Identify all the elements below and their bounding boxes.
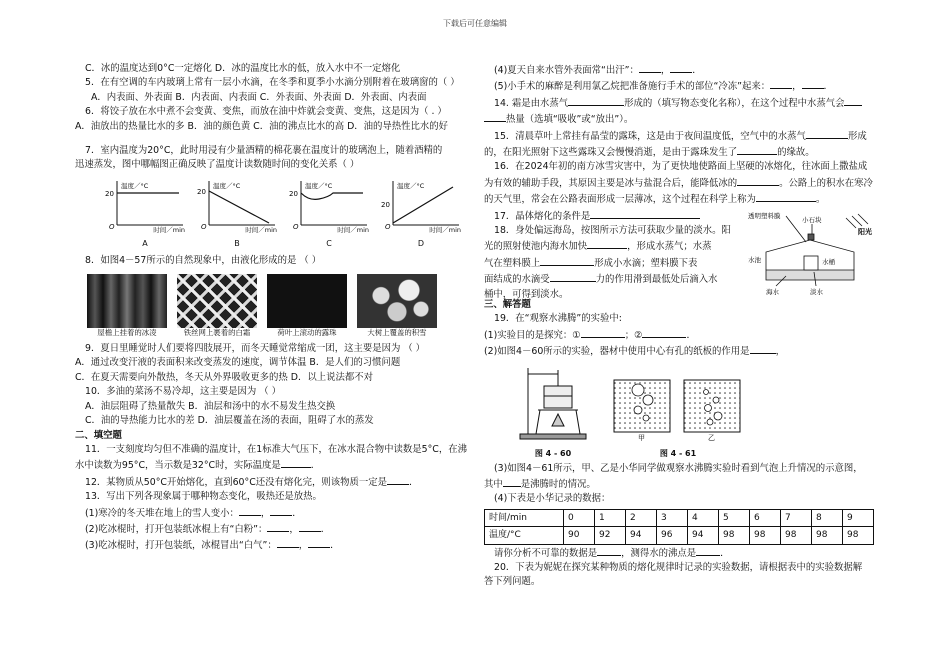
q10-stem: 10．多油的菜汤不易冷却，这主要是因为 （ ） <box>85 386 282 398</box>
q11-line-2: 水中读数为95°C，当示数是32°C时，实际温度是 ． <box>75 457 470 473</box>
boiling-data-table <box>484 509 874 545</box>
q19-3-blank[interactable] <box>503 476 521 487</box>
table-cell: 7 <box>781 509 812 526</box>
q9-option-a: A．通过改变汗液的表面积来改变蒸发的速度，调节体温 B．是人们的习惯问题 <box>75 357 401 369</box>
chart-origin: O <box>385 222 391 229</box>
table-cell: 3 <box>657 509 688 526</box>
q19-5: 请你分析不可靠的数据是 ，测得水的沸点是 ． <box>484 545 884 561</box>
q13-4: (4)夏天自来水管外表面常“出汗”： ， ． <box>484 62 884 78</box>
table-cell: 0 <box>564 509 595 526</box>
chart-x-label: 时间／min <box>153 225 185 234</box>
q19-2-blank[interactable] <box>750 343 776 354</box>
chart-label-c: C <box>326 239 332 249</box>
q7-stem-2: 迅速蒸发，图中哪幅图正确反映了温度计读数随时间的变化关系（ ） <box>75 159 360 171</box>
table-row <box>485 509 874 526</box>
chart-y-label: 温度／°C <box>305 181 333 190</box>
table-cell: 96 <box>657 527 688 544</box>
table-cell: 98 <box>812 527 843 544</box>
q10-options-ab: A．油层阻碍了热量散失 B．油层和汤中的水不易发生热交换 <box>85 400 336 412</box>
q18-line-4: 面结成的水滴受 力的作用滑到最低处后滴入水 <box>484 271 746 287</box>
q16-line-1: 16．在2024年初的南方冰雪灾害中，为了更快地使路面上坚硬的冰熔化，往冰面上撒盐成 <box>494 161 868 173</box>
q9-option-c: C．在夏天需要向外散热，冬天从外界吸收更多的热 D．以上说法都不对 <box>75 371 373 383</box>
q13-4-blank-a[interactable] <box>639 62 661 73</box>
right-column <box>484 62 884 590</box>
q12-blank[interactable] <box>387 474 409 485</box>
q14-line-2: 热量（选填“吸收”或“放出”）。 <box>484 111 884 127</box>
table-cell: 98 <box>781 527 812 544</box>
table-cell: 94 <box>626 527 657 544</box>
chart-tick-20: 20 <box>289 189 298 198</box>
table-head-temp: 温度/°C <box>485 527 564 544</box>
q19-5-blank-b[interactable] <box>696 545 720 556</box>
q8-stem: 8．如图4－57所示的自然现象中，由液化形成的是 （ ） <box>85 254 322 266</box>
table-cell: 6 <box>750 509 781 526</box>
q19-4: (4)下表是小华记录的数据： <box>494 493 611 505</box>
q14-line-1: 14. 霜是由水蒸气 形成的（填写物态变化名称），在这个过程中水蒸气会 <box>484 95 884 111</box>
table-cell: 5 <box>719 509 750 526</box>
table-cell: 8 <box>812 509 843 526</box>
q18-line-1: 18．身处偏远海岛，按图所示方法可获取少量的淡水。阳 <box>494 225 731 237</box>
dew-leaf-image <box>267 274 347 328</box>
q16-blank-2[interactable] <box>756 191 816 202</box>
label-sun: 阳光 <box>858 228 872 237</box>
q19-5-blank-a[interactable] <box>597 545 621 556</box>
page-header: 下载后可任意编辑 <box>443 19 507 28</box>
fig-4-60-caption: 图 4 - 60 <box>534 449 572 459</box>
label-sea: 海水 <box>766 288 779 297</box>
label-pool: 水池 <box>748 256 761 265</box>
chart-y-label: 温度／°C <box>121 181 149 190</box>
section-3-title: 三、解答题 <box>484 299 531 311</box>
label-fresh: 淡水 <box>810 288 823 297</box>
q8-caption-1: 屋檐上挂着的冰凌 <box>97 328 157 338</box>
q13-3-blank-a[interactable] <box>277 537 299 548</box>
table-row <box>485 527 874 544</box>
q5-options: A．内表面、外表面 B．内表面、内表面 C．外表面、外表面 D．外表面、内表面 <box>91 91 427 103</box>
chart-y-label: 温度／°C <box>213 181 241 190</box>
q15-blank-1[interactable] <box>806 128 848 139</box>
q9-stem: 9．夏日里睡觉时人们要将四肢展开，而冬天睡觉常缩成一团，这主要是因为 （ ） <box>85 343 426 355</box>
chart-tick-20: 20 <box>105 189 114 198</box>
q18-blank-1[interactable] <box>587 238 627 249</box>
table-cell: 90 <box>564 527 595 544</box>
q8-photos <box>87 274 470 338</box>
table-cell: 92 <box>595 527 626 544</box>
q7-chart-c <box>289 179 369 252</box>
desalination-diagram <box>746 212 882 298</box>
q13-4-blank-b[interactable] <box>670 62 692 73</box>
q6-options: A．油放出的热量比水的多 B．油的颜色黄 C．油的沸点比水的高 D．油的导热性比水的好 <box>75 120 449 132</box>
chart-label-b: B <box>234 239 240 249</box>
snow-tree-image <box>357 274 437 328</box>
q16-line-2: 为有效的辅助手段，其原因主要是冰与盐混合后，能降低冰的 。公路上的积水在寒冷 <box>484 175 884 191</box>
q19-1-blank-b[interactable] <box>642 327 686 338</box>
q8-photo-1 <box>87 274 167 338</box>
q15-blank-2[interactable] <box>737 144 777 155</box>
table-cell: 1 <box>595 509 626 526</box>
q13-5-blank-a[interactable] <box>770 78 792 89</box>
q15-line-1: 15．清晨草叶上常挂有晶莹的露珠，这是由于夜间温度低，空气中的水蒸气 形成 <box>484 128 884 144</box>
label-film: 透明塑料膜 <box>748 212 781 221</box>
q18-line-3: 气在塑料膜上 形成小水滴；塑料膜下表 <box>484 255 746 271</box>
q13-2-blank-b[interactable] <box>299 521 321 532</box>
chart-origin: O <box>201 222 207 229</box>
chart-tick-20: 20 <box>197 187 206 196</box>
q18-line-5: 桶中，可得到淡水。 <box>484 288 569 300</box>
chart-x-label: 时间／min <box>337 225 369 234</box>
q19-figures <box>518 364 884 462</box>
q13-1-blank-a[interactable] <box>239 505 261 516</box>
q17-blank[interactable] <box>590 208 700 219</box>
fig-4-61-caption: 图 4 - 61 <box>659 449 697 459</box>
q19-3-line-2: 其中 是沸腾时的情况。 <box>484 476 884 492</box>
table-cell: 98 <box>750 527 781 544</box>
label-stone: 小石块 <box>802 216 822 225</box>
chart-origin: O <box>109 222 115 229</box>
section-2-title: 二、填空题 <box>75 429 122 441</box>
bubble-diagram <box>608 376 748 442</box>
table-cell: 94 <box>688 527 719 544</box>
frost-wire-image <box>177 274 257 328</box>
q11-blank[interactable] <box>281 457 311 468</box>
q4-options: C．冰的温度达到0°C一定熔化 D．冰的温度比水的低，放入水中不一定熔化 <box>85 63 401 74</box>
q11-line-1: 11．一支刻度均匀但不准确的温度计，在1标准大气压下，在冰水混合物中读数是5°C，在沸 <box>85 443 467 455</box>
q8-photo-4 <box>357 274 437 338</box>
q12: 12．某物质从50°C开始熔化，直到60°C还没有熔化完，则该物质一定是 ． <box>75 474 470 490</box>
fig-4-61 <box>608 376 748 462</box>
q18-blank-3[interactable] <box>550 271 596 282</box>
q7-chart-b <box>197 179 277 252</box>
q19-1-blank-a[interactable] <box>581 327 625 338</box>
q7-chart-d <box>381 179 461 252</box>
q14-blank-1[interactable] <box>568 95 624 106</box>
chart-x-label: 时间／min <box>245 225 277 234</box>
q20-line-2: 答下列问题。 <box>484 576 541 588</box>
q19-3-line-1: (3)如图4－61所示，甲、乙是小华同学做观察水沸腾实验时看到气泡上升情况的示意图， <box>494 462 863 474</box>
q19-1: (1)实验目的是探究：① ；② ． <box>484 327 884 343</box>
q8-photo-2 <box>177 274 257 338</box>
q13-5: (5)小手术的麻醉是利用氯乙烷把准备施行手术的部位“冷冻”起来： ， ． <box>484 78 884 94</box>
q18-line-2: 光的照射使池内海水加快 ，形成水蒸气；水蒸 <box>484 238 746 254</box>
q16-blank-1[interactable] <box>737 175 779 186</box>
table-cell: 2 <box>626 509 657 526</box>
q13-5-blank-b[interactable] <box>802 78 824 89</box>
q7-chart-a <box>105 179 185 252</box>
q20-line-1: 20．下表为妮妮在探究某种物质的熔化规律时记录的实验数据，请根据表中的实验数据解 <box>494 561 863 573</box>
q13-2: (2)吃冰棍时，打开包装纸冰棍上有“白粉”： ， ． <box>75 521 470 537</box>
chart-label-a: A <box>142 239 148 249</box>
chart-label-d: D <box>417 239 425 249</box>
q17: 17．晶体熔化的条件是 <box>484 208 884 224</box>
table-cell: 98 <box>719 527 750 544</box>
q7-stem-1: 7．室内温度为20°C，此时用浸有少量酒精的棉花裹在温度计的玻璃泡上，随着酒精的 <box>85 145 443 157</box>
fig-4-60 <box>518 364 588 462</box>
q19-2: (2)如图4－60所示的实验，器材中使用中心有孔的纸板的作用是 ， <box>484 343 884 359</box>
chart-origin: O <box>293 222 299 229</box>
fig-61-label-b: 乙 <box>708 433 715 442</box>
q5-stem: 5．在有空调的车内玻璃上常有一层小水滴，在冬季和夏季小水滴分别附着在玻璃窗的（ ） <box>85 77 460 89</box>
q14-blank-2[interactable] <box>844 95 862 106</box>
q13-3-blank-b[interactable] <box>308 537 330 548</box>
q14-blank-2-cont[interactable] <box>484 111 506 122</box>
q6-stem: 6．将饺子放在水中煮不会变黄、变焦，而放在油中炸就会变黄、变焦，这是因为（ . ） <box>85 106 447 118</box>
q19: 19．在“观察水沸腾”的实验中: <box>494 313 622 325</box>
boiling-apparatus-diagram <box>518 364 588 442</box>
q16-line-3: 的天气里，常会在公路表面形成一层薄冰，这个过程在科学上称为 。 <box>484 191 884 207</box>
q13-1: (1)寒冷的冬天堆在地上的雪人变小： ， ． <box>75 505 470 521</box>
table-head-time: 时间/min <box>485 509 564 526</box>
icicle-image <box>87 274 167 328</box>
q8-caption-2: 铁丝网上裹着的白霜 <box>183 328 251 338</box>
q13-2-blank-a[interactable] <box>267 521 289 532</box>
q15-line-2: 的，在阳光照射下这些露珠又会慢慢消逝，是由于露珠发生了 的缘故。 <box>484 144 884 160</box>
q8-photo-3 <box>267 274 347 338</box>
label-bucket: 水桶 <box>822 258 835 267</box>
q13: 13．写出下列各现象属于哪种物态变化，吸热还是放热。 <box>85 491 322 503</box>
q13-3: (3)吃冰棍时，打开包装纸，冰棍冒出“白气”： ， ． <box>75 537 470 553</box>
q8-caption-3: 荷叶上滚动的露珠 <box>277 328 337 338</box>
q13-1-blank-b[interactable] <box>270 505 292 516</box>
q8-caption-4: 大树上覆盖的积雪 <box>367 328 427 338</box>
fig-61-label-a: 甲 <box>638 433 645 442</box>
q18-blank-2[interactable] <box>540 255 594 266</box>
table-cell: 98 <box>843 527 874 544</box>
q7-charts <box>105 179 470 252</box>
table-cell: 4 <box>688 509 719 526</box>
chart-y-label: 温度／°C <box>397 181 425 190</box>
table-cell: 9 <box>843 509 874 526</box>
chart-tick-20: 20 <box>381 200 390 209</box>
q10-options-cd: C．油的导热能力比水的差 D．油层覆盖在汤的表面，阻碍了水的蒸发 <box>85 415 374 427</box>
left-column <box>75 62 470 554</box>
chart-x-label: 时间／min <box>429 225 461 234</box>
